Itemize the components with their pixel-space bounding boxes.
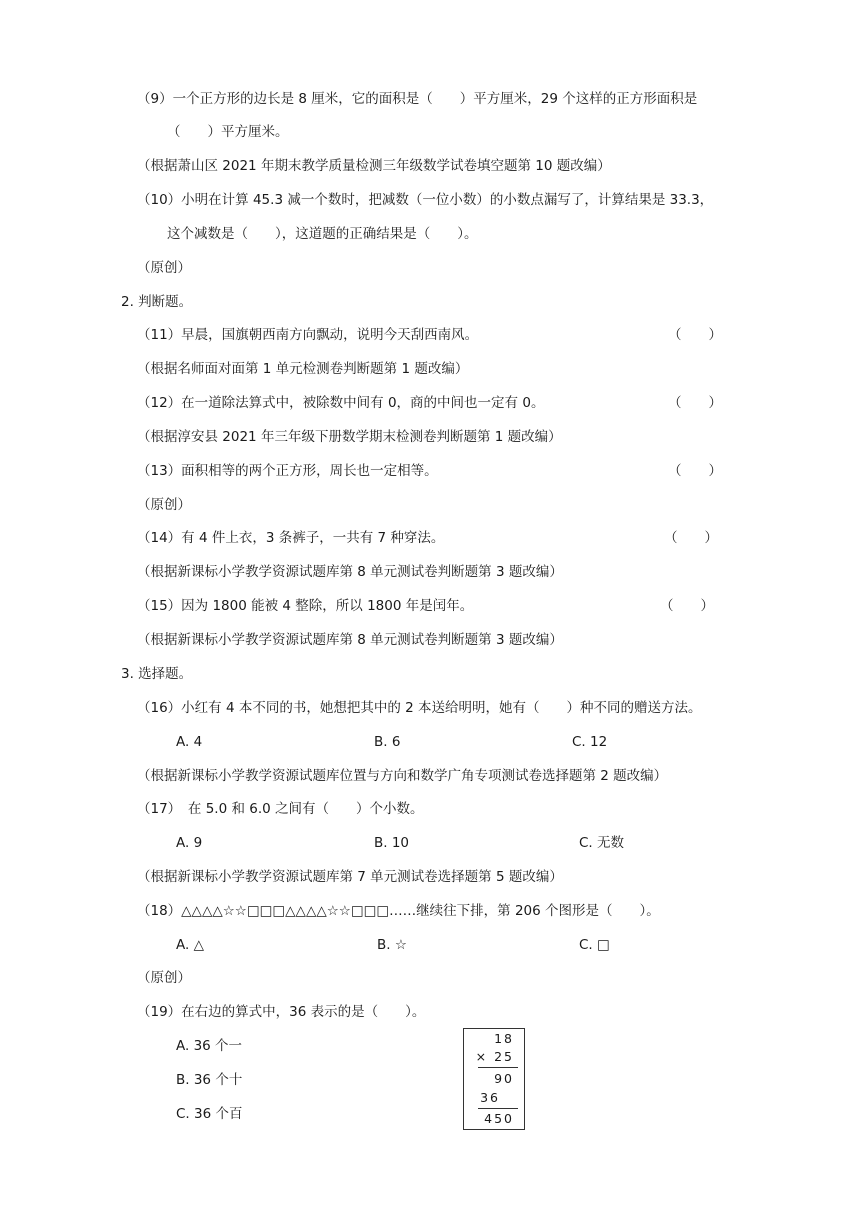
q19-option-a: A. 36 个一 (176, 1038, 243, 1054)
judge-11-source: （根据名师面对面第 1 单元检测卷判断题第 1 题改编） (137, 361, 469, 377)
judge-14-blank: （ ） (664, 530, 718, 546)
q16-text: （16）小红有 4 本不同的书，她想把其中的 2 本送给明明，她有（ ）种不同的赠送方法。 (137, 700, 702, 716)
q18-option-c: C. □ (579, 937, 610, 953)
q10-source: （原创） (137, 260, 191, 276)
calc-rule-2 (478, 1108, 518, 1109)
judge-13-source: （原创） (137, 497, 191, 513)
judge-15-text: （15）因为 1800 能被 4 整除，所以 1800 年是闰年。 (137, 598, 474, 614)
q16-option-b: B. 6 (374, 734, 401, 750)
calc-partial-2: 36 (480, 1090, 500, 1105)
q17-text: （17） 在 5.0 和 6.0 之间有（ ）个小数。 (137, 801, 424, 817)
judge-11-blank: （ ） (668, 327, 722, 343)
judge-14-source: （根据新课标小学教学资源试题库第 8 单元测试卷判断题第 3 题改编） (137, 564, 563, 580)
q10-line1: （10）小明在计算 45.3 减一个数时，把减数（一位小数）的小数点漏写了，计算结果是 33.3， (137, 192, 714, 208)
q16-option-a: A. 4 (176, 734, 203, 750)
judge-11-text: （11）早晨，国旗朝西南方向飘动，说明今天刮西南风。 (137, 327, 479, 343)
q9-source: （根据萧山区 2021 年期末教学质量检测三年级数学试卷填空题第 10 题改编） (137, 158, 611, 174)
vertical-multiplication (463, 1028, 525, 1130)
q9-line2: （ ）平方厘米。 (167, 124, 289, 140)
q19-option-b: B. 36 个十 (176, 1072, 243, 1088)
q17-option-a: A. 9 (176, 835, 203, 851)
calc-product: 450 (484, 1111, 514, 1126)
judge-12-source: （根据淳安县 2021 年三年级下册数学期末检测卷判断题第 1 题改编） (137, 429, 562, 445)
q9-line1: （9）一个正方形的边长是 8 厘米，它的面积是（ ）平方厘米，29 个这样的正方形面积是 (137, 91, 698, 107)
q17-option-b: B. 10 (374, 835, 410, 851)
q18-option-a: A. △ (176, 937, 204, 953)
calc-multiplicand: 18 (494, 1031, 514, 1046)
q18-text: （18）△△△△☆☆□□□△△△△☆☆□□□……继续往下排，第 206 个图形是（ ）。 (137, 903, 660, 919)
calc-multiplier: × 25 (475, 1049, 514, 1064)
q18-option-b: B. ☆ (377, 937, 407, 953)
judge-13-text: （13）面积相等的两个正方形，周长也一定相等。 (137, 463, 438, 479)
calc-partial-1: 90 (494, 1071, 514, 1086)
judge-14-text: （14）有 4 件上衣，3 条裤子，一共有 7 种穿法。 (137, 530, 445, 546)
judge-15-blank: （ ） (660, 598, 714, 614)
q16-source: （根据新课标小学教学资源试题库位置与方向和数学广角专项测试卷选择题第 2 题改编） (137, 768, 668, 784)
judge-12-blank: （ ） (668, 395, 722, 411)
q16-option-c: C. 12 (572, 734, 608, 750)
section-2-title: 2. 判断题。 (121, 294, 193, 310)
q19-text: （19）在右边的算式中，36 表示的是（ ）。 (137, 1004, 426, 1020)
section-3-title: 3. 选择题。 (121, 666, 193, 682)
q18-source: （原创） (137, 970, 191, 986)
judge-13-blank: （ ） (668, 463, 722, 479)
q17-source: （根据新课标小学教学资源试题库第 7 单元测试卷选择题第 5 题改编） (137, 869, 563, 885)
judge-15-source: （根据新课标小学教学资源试题库第 8 单元测试卷判断题第 3 题改编） (137, 632, 563, 648)
judge-12-text: （12）在一道除法算式中，被除数中间有 0，商的中间也一定有 0。 (137, 395, 545, 411)
q17-option-c: C. 无数 (579, 835, 625, 851)
calc-rule-1 (478, 1067, 518, 1068)
q10-line2: 这个减数是（ ），这道题的正确结果是（ ）。 (167, 226, 478, 242)
q19-option-c: C. 36 个百 (176, 1106, 243, 1122)
